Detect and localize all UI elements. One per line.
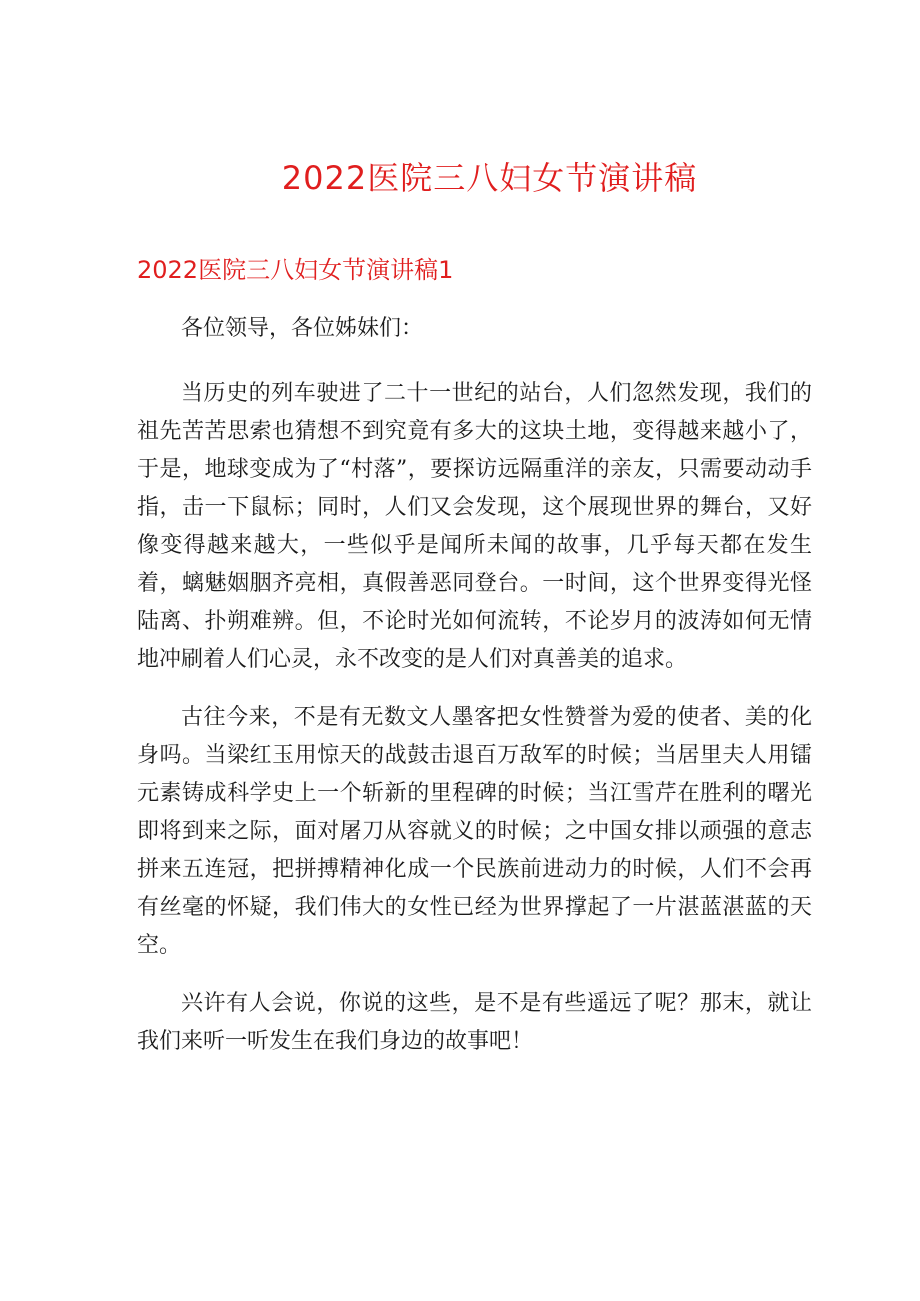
- body-paragraph-2: 古往今来，不是有无数文人墨客把女性赞誉为爱的使者、美的化身吗。当梁红玉用惊天的战鼓击退百万敌军的时候；当居里夫人用镭元素铸成科学史上一个斩新的里程碑的时候；当江雪芹在胜利的曙光即将到来之际，面对屠刀从容就义的时候；之中国女排以顽强的意志拼来五连冠，把拼搏精神化成一个民族前进动力的时候，人们不会再有丝毫的怀疑，我们伟大的女性已经为世界撑起了一片湛蓝湛蓝的天空。: [137, 705, 812, 958]
- document-title: 2022医院三八妇女节演讲稿: [281, 159, 698, 197]
- greeting-paragraph: 各位领导，各位姊妹们：: [181, 316, 424, 341]
- body-paragraph-3: 兴许有人会说，你说的这些，是不是有些遥远了呢？那末，就让我们来听一听发生在我们身边的故事吧！: [137, 991, 812, 1054]
- section-title: 2022医院三八妇女节演讲稿1: [137, 256, 454, 284]
- body-paragraph-1: 当历史的列车驶进了二十一世纪的站台，人们忽然发现，我们的祖先苦苦思索也猜想不到究竟有多大的这块土地，变得越来越小了，于是，地球变成为了“村落”，要探访远隔重洋的亲友，只需要动动手指，击一下鼠标；同时，人们又会发现，这个展现世界的舞台，又好像变得越来越大，一些似乎是闻所未闻的故事，几乎每天都在发生着，螭魅姻胭齐亮相，真假善恶同登台。一时间，这个世界变得光怪陆离、扑朔难辨。但，不论时光如何流转，不论岁月的波涛如何无情地冲刷着人们心灵，永不改变的是人们对真善美的追求。: [137, 381, 812, 672]
